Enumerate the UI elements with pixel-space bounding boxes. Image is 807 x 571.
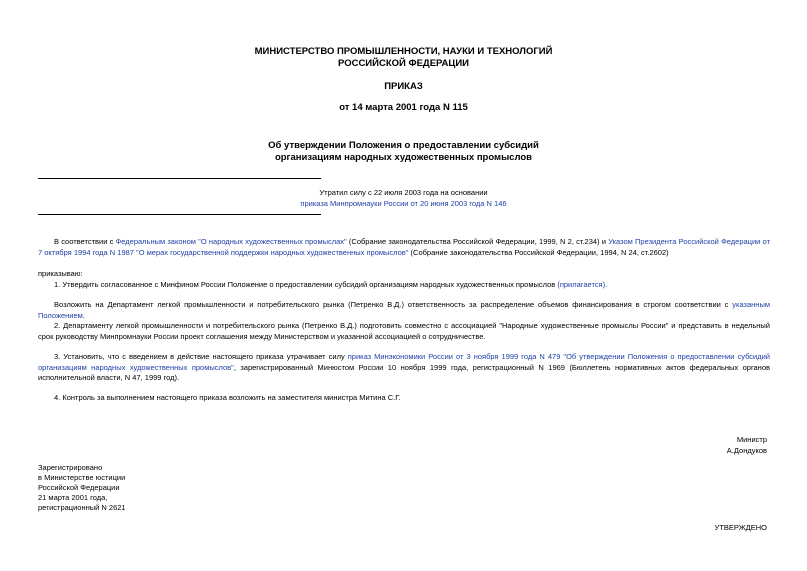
registration-line-5: регистрационный N 2621 [38, 503, 126, 512]
item-1-text: 1. Утвердить согласованное с Минфином России Положение о предоставлении субсидий организациям народных художественных промыслов [54, 280, 558, 289]
item-3 [38, 352, 770, 384]
order-word: приказываю: [38, 269, 83, 278]
status-note-text: Утратил силу с 22 июля 2003 года на основании [319, 188, 488, 197]
item-1b [38, 300, 770, 321]
item-1-end: . [605, 280, 608, 289]
item-3-text: 3. Установить, что с введением в действие настоящего приказа утрачивает силу [54, 352, 348, 361]
preamble-text-1: В соответствии с [54, 237, 116, 246]
preamble-text-2: (Собрание законодательства Российской Федерации, 1999, N 2, ст.234) и [346, 237, 609, 246]
doc-type: ПРИКАЗ [384, 81, 423, 92]
bottom-divider [38, 214, 321, 215]
item-2: 2. Департаменту легкой промышленности и потребительского рынка (Петренко В.Д.) подготовить совместно с ассоциацией "Народные художественные промыслы России" и представить в недельный срок руководству Минпромнауки России проект соглашения между Министерством и указанной ассоциацией о сотрудничестве. [38, 321, 770, 341]
item-4: 4. Контроль за выполнением настоящего приказа возложить на заместителя министра Митина С.Г. [54, 393, 401, 402]
item-1b-end: . [82, 310, 85, 320]
status-note-row [0, 198, 807, 209]
preamble-text-3: (Собрание законодательства Российской Федерации, 1994, N 24, ст.2602) [408, 247, 669, 257]
doc-title-line1: Об утверждении Положения о предоставлении субсидий [268, 140, 539, 151]
item-1b-text: Возложить на Департамент легкой промышленности и потребительского рынка (Петренко В.Д.) ответственность за распределение объемов финансирования в строгом соответствии с [54, 300, 733, 309]
registration-line-2: в Министерстве юстиции [38, 473, 126, 482]
registration-line-1: Зарегистрировано [38, 463, 103, 472]
registration-line-4: 21 марта 2001 года, [38, 493, 108, 502]
preamble-paragraph [38, 237, 770, 258]
doc-title-line2: организациям народных художественных промыслов [274, 152, 533, 163]
doc-date: от 14 марта 2001 года N 115 [339, 102, 468, 113]
item-3-end: , зарегистрированный Минюстом России 10 ноября 1999 года, регистрационный N 1969 (Бюллетень нормативных актов федеральных органов исполнительной власти, N 47, 1999 год). [38, 362, 770, 382]
signature-title: Министр [736, 435, 767, 444]
item-1 [38, 280, 770, 291]
registration-line-3: Российской Федерации [38, 483, 120, 492]
status-note-link[interactable]: приказа Минпромнауки России от 20 июня 2003 года N 146 [300, 199, 507, 208]
attached-link[interactable]: (прилагается) [557, 280, 606, 289]
signature-name: А.Дондуков [726, 446, 767, 455]
top-divider [38, 178, 321, 179]
repealed-order-link[interactable]: приказ Минэкономики России от 3 ноября 1999 года N 479 "Об утверждении Положения о предоставлении субсидий организациям народных художественных промыслов" [38, 352, 770, 372]
presidential-decree-link[interactable]: Указом Президента Российской Федерации от 7 октября 1994 года N 1987 "О мерах государственной поддержки народных художественных промыслов" [38, 237, 770, 257]
approved-label: УТВЕРЖДЕНО [714, 523, 767, 532]
federal-law-link[interactable]: Федеральным законом "О народных художественных промыслах" [115, 237, 347, 246]
regulation-link[interactable]: указанным Положением [38, 300, 770, 320]
ministry-name-line1: МИНИСТЕРСТВО ПРОМЫШЛЕННОСТИ, НАУКИ И ТЕХНОЛОГИЙ [254, 46, 553, 57]
ministry-name-line2: РОССИЙСКОЙ ФЕДЕРАЦИИ [337, 58, 469, 69]
